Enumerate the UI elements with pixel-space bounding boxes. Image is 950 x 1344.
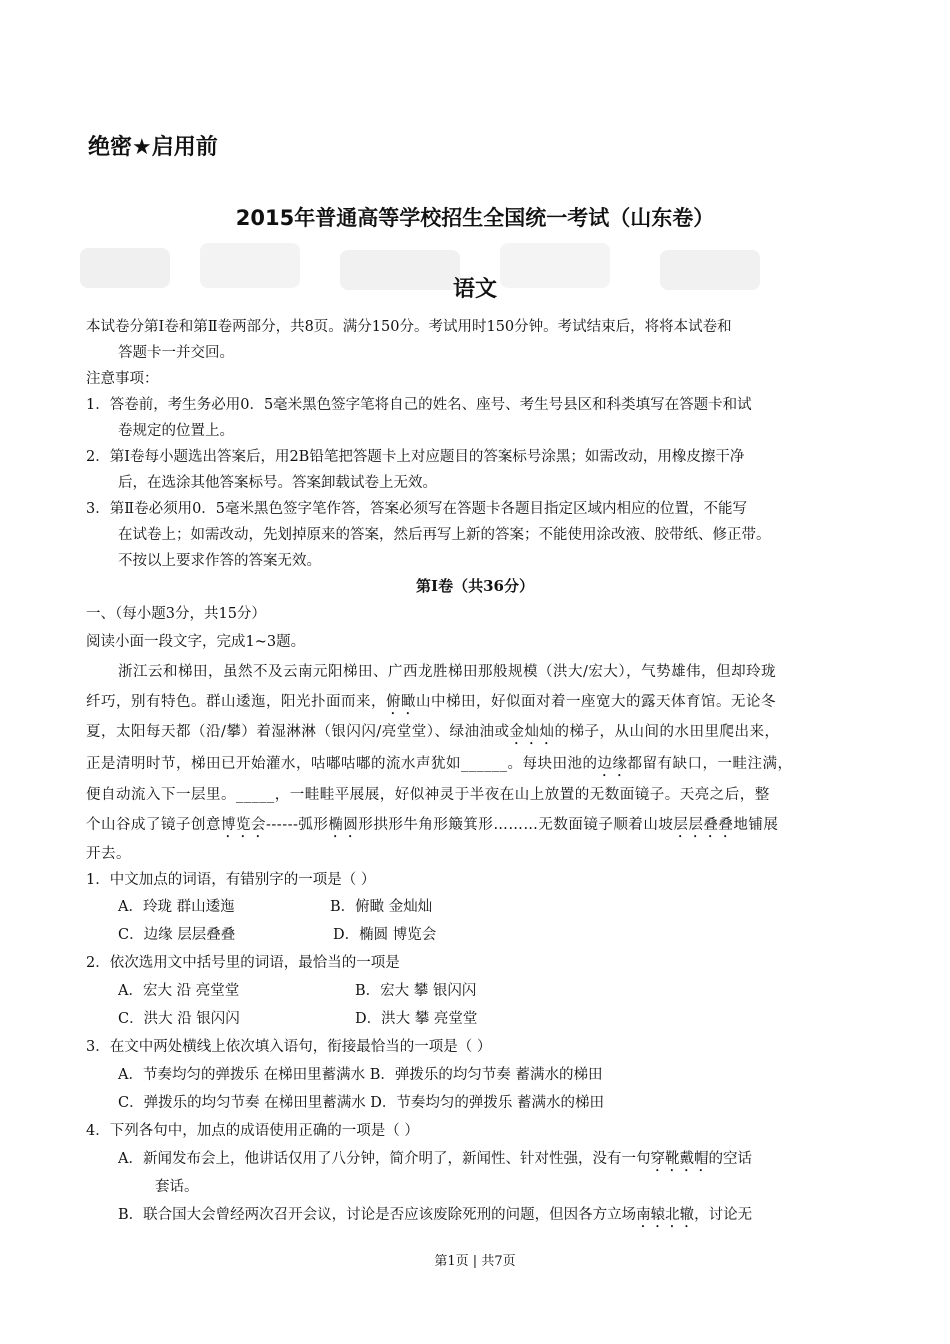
page-footer: 第1页 | 共7页	[434, 1254, 516, 1269]
confidential-label: 绝密★启用前	[88, 135, 218, 160]
intro-line: 答题卡一并交回。	[118, 345, 234, 361]
passage-line: 正是清明时节，梯田已开始灌水，咕嘟咕嘟的流水声犹如______。每块田池的边缘都留有缺口，一畦注满，	[86, 756, 793, 772]
option: B．宏大 攀 银闪闪	[355, 983, 477, 999]
notice-item: 不按以上要求作答的答案无效。	[118, 553, 321, 569]
passage-line: 开去。	[86, 846, 131, 862]
option: A．玲珑 群山逶迤	[118, 899, 235, 915]
question-stem: 2．依次选用文中括号里的词语，最恰当的一项是	[86, 955, 400, 971]
notice-item: 卷规定的位置上。	[118, 423, 234, 439]
option: C．洪大 沿 银闪闪	[118, 1011, 240, 1027]
notice-label: 注意事项：	[86, 371, 159, 387]
option: A．节奏均匀的弹拨乐 在梯田里蓄满水 B．弹拨乐的均匀节奏 蓄满水的梯田	[118, 1067, 603, 1083]
option: B．俯瞰 金灿灿	[330, 899, 433, 915]
exam-title: 2015年普通高等学校招生全国统一考试（山东卷）	[235, 206, 715, 230]
option-continuation: 套话。	[155, 1179, 199, 1195]
reading-prompt: 阅读小面一段文字，完成1~3题。	[86, 634, 306, 650]
option: C．弹拨乐的均匀节奏 在梯田里蓄满水 D．节奏均匀的弹拨乐 蓄满水的梯田	[118, 1095, 605, 1111]
option: C．边缘 层层叠叠	[118, 927, 236, 943]
option: A．新闻发布会上，他讲话仅用了八分钟，简介明了，新闻性、针对性强，没有一句穿靴戴帽的空话	[118, 1151, 752, 1167]
passage-line: 个山谷成了镜子创意博览会------弧形椭圆形拱形牛角形簸箕形………无数面镜子顺着山坡层层叠叠地铺展	[86, 817, 779, 833]
option: A．宏大 沿 亮堂堂	[118, 983, 240, 999]
section-heading: 一、（每小题3分，共15分）	[86, 606, 266, 622]
passage-line: 浙江云和梯田，虽然不及云南元阳梯田、广西龙胜梯田那般规模（洪大/宏大），气势雄伟，但却玲珑	[118, 664, 777, 680]
option: B．联合国大会曾经两次召开会议，讨论是否应该废除死刑的问题，但因各方立场南辕北辙，讨论无	[118, 1207, 753, 1223]
subject-title: 语文	[452, 277, 497, 302]
question-stem: 1．中文加点的词语，有错别字的一项是（ ）	[86, 872, 376, 888]
passage-line: 纤巧，别有特色。群山逶迤，阳光扑面而来，俯瞰山中梯田，好似面对着一座宽大的露天体育馆。无论冬	[86, 694, 776, 710]
question-stem: 3．在文中两处横线上依次填入语句，衔接最恰当的一项是（ ）	[86, 1039, 492, 1055]
part-title: 第Ⅰ卷（共36分）	[416, 577, 534, 595]
option: D．椭圆 博览会	[333, 927, 437, 943]
question-stem: 4．下列各句中，加点的成语使用正确的一项是（ ）	[86, 1123, 419, 1139]
option: D．洪大 攀 亮堂堂	[355, 1011, 478, 1027]
passage-line: 夏，太阳每天都（沿/攀）着湿淋淋（银闪闪/亮堂堂）、绿油油或金灿灿的梯子，从山间的水田里爬出来，	[86, 724, 780, 740]
passage-line: 便自动流入下一层里。_____，一畦畦平展展，好似神灵于半夜在山上放置的无数面镜子。天亮之后，整	[86, 787, 770, 803]
notice-item: 3．第Ⅱ卷必须用0．5毫米黑色签字笔作答，答案必须写在答题卡各题目指定区域内相应的位置，不能写	[86, 501, 748, 517]
notice-item: 在试卷上；如需改动，先划掉原来的答案，然后再写上新的答案；不能使用涂改液、胶带纸、修正带。	[118, 527, 771, 543]
intro-line: 本试卷分第Ⅰ卷和第Ⅱ卷两部分，共8页。满分150分。考试用时150分钟。考试结束后，将将本试卷和	[86, 319, 732, 335]
notice-item: 1．答卷前，考生务必用0．5毫米黑色签字笔将自己的姓名、座号、考生号县区和科类填写在答题卡和试	[86, 397, 752, 413]
notice-item: 2．第Ⅰ卷每小题选出答案后，用2B铅笔把答题卡上对应题目的答案标号涂黑；如需改动，用橡皮擦干净	[86, 449, 745, 465]
notice-item: 后，在选涂其他答案标号。答案卸载试卷上无效。	[118, 475, 437, 491]
